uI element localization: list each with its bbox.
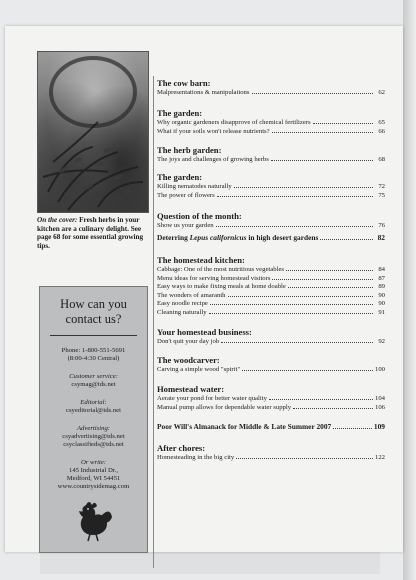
toc-entry[interactable]	[157, 221, 385, 230]
column-divider	[153, 76, 154, 568]
section-title: The cow barn:	[157, 78, 211, 88]
toc-entry[interactable]	[157, 191, 385, 200]
toc-entry[interactable]	[157, 365, 385, 374]
entry-title: The wonders of amaranth	[157, 291, 226, 299]
entry-title: Carving a simple wood "spirit"	[157, 366, 241, 373]
section-title: The herb garden:	[157, 145, 222, 155]
entry-title: Show us your garden	[157, 222, 214, 229]
cover-caption	[37, 216, 149, 250]
editorial-email: csyeditorial@tds.net	[65, 407, 121, 414]
toc-entry[interactable]	[157, 127, 385, 136]
caption-lead: On the cover:	[37, 216, 78, 224]
entry-title: Cleaning naturally	[157, 308, 207, 316]
entry-title: Poor Will's Almanack for Middle & Late Summer 2007	[157, 422, 332, 431]
entry-title: Why organic gardeners disapprove of chemical fertilizers	[157, 119, 311, 126]
classifieds-email: csyclassifieds@tds.net	[63, 441, 124, 448]
caption-body: Fresh herbs in your kitchen are a culinary delight. See page 68 for some essential growing tips.	[37, 216, 144, 250]
toc-entry[interactable]	[157, 403, 385, 412]
address-line2: Medford, WI 54451	[66, 475, 121, 482]
toc-entry[interactable]	[157, 182, 385, 191]
entry-page: 72	[378, 183, 385, 190]
page-edge	[403, 0, 416, 580]
contact-title-line1: How can you	[60, 297, 127, 311]
toc-section	[157, 443, 385, 462]
toc-entry[interactable]	[157, 422, 385, 431]
entry-page: 91	[378, 308, 385, 316]
toc-section	[157, 145, 385, 164]
entry-page: 109	[373, 422, 385, 431]
editorial-label: Editorial:	[80, 399, 107, 406]
entry-title: Cabbage: One of the most nutritious vegetables	[157, 266, 285, 273]
contact-title	[40, 297, 147, 327]
entry-title: Malpresentations & manipulations	[157, 89, 250, 96]
toc-section	[157, 422, 385, 431]
section-title: After chores:	[157, 443, 206, 453]
toc-entry[interactable]	[157, 394, 385, 403]
entry-page: 82	[377, 233, 385, 242]
toc-entry[interactable]	[157, 282, 385, 291]
entry-title: The power of flowers	[157, 191, 215, 199]
toc-section	[157, 78, 385, 97]
entry-title: Menu ideas for serving homestead visitors	[157, 274, 271, 282]
entry-page: 92	[378, 338, 385, 345]
toc-entry[interactable]	[157, 233, 385, 242]
section-title: Question of the month:	[157, 211, 242, 221]
entry-page: 87	[378, 274, 385, 282]
toc-section	[157, 108, 385, 135]
section-title: Your homestead business:	[157, 327, 252, 337]
address-line1: 145 Industrial Dr.,	[68, 467, 119, 474]
toc-section	[157, 255, 385, 317]
toc-entry[interactable]	[157, 274, 385, 283]
rooster-logo-icon	[74, 497, 114, 543]
contact-divider	[50, 335, 137, 336]
contact-title-line2: contact us?	[65, 312, 122, 326]
entry-page: 89	[378, 283, 385, 291]
entry-title: Aerate your pond for better water quality	[157, 395, 267, 402]
service-email: csymag@tds.net	[71, 381, 116, 388]
section-title: Homestead water:	[157, 384, 225, 394]
next-page-strip	[40, 552, 380, 574]
toc-section	[157, 211, 385, 230]
entry-page: 106	[374, 403, 385, 411]
entry-title: Manual pump allows for dependable water supply	[157, 403, 292, 411]
website: www.countrysidemag.com	[57, 483, 130, 490]
contact-phone: Phone: 1-800-551-5691	[61, 347, 126, 354]
toc-section	[157, 172, 385, 199]
entry-page: 90	[378, 291, 385, 299]
entry-page: 66	[378, 127, 385, 135]
toc-entry[interactable]	[157, 155, 385, 164]
section-title: The garden:	[157, 172, 203, 182]
toc-entry[interactable]	[157, 88, 385, 97]
toc-entry[interactable]	[157, 291, 385, 300]
toc-section	[157, 384, 385, 411]
toc-entry[interactable]	[157, 299, 385, 308]
entry-title: Easy noodle recipe	[157, 300, 208, 308]
entry-title: Deterring Lepus californicus in high desert gardens	[157, 233, 319, 242]
section-title: The homestead kitchen:	[157, 255, 245, 265]
entry-title: Homesteading in the big city	[157, 454, 235, 461]
section-title: The woodcarver:	[157, 355, 220, 365]
advertising-email: csyadvertising@tds.net	[62, 433, 125, 440]
advertising-label: Advertising:	[76, 425, 111, 432]
toc-section	[157, 355, 385, 374]
cover-photo	[37, 51, 149, 213]
entry-page: 90	[378, 300, 385, 308]
entry-title: Don't quit your day job	[157, 338, 220, 345]
entry-page: 68	[378, 156, 385, 163]
toc-entry[interactable]	[157, 118, 385, 127]
entry-title: What if your soils won't release nutrients?	[157, 127, 270, 135]
entry-page: 84	[378, 266, 385, 273]
entry-page: 62	[378, 89, 385, 96]
contact-hours: (8:00-4:30 Central)	[67, 355, 120, 362]
entry-page: 65	[378, 119, 385, 126]
magazine-page	[5, 26, 403, 552]
contact-box	[39, 286, 148, 553]
entry-page: 75	[378, 191, 385, 199]
write-label: Or write:	[80, 459, 107, 466]
entry-page: 122	[374, 454, 385, 461]
toc-entry[interactable]	[157, 308, 385, 317]
entry-title: Easy ways to make fixing meals at home doable	[157, 283, 286, 291]
entry-title: The joys and challenges of growing herbs	[157, 156, 269, 163]
toc-section	[157, 233, 385, 242]
entry-page: 104	[374, 395, 385, 402]
toc-section	[157, 327, 385, 346]
toc-entry[interactable]	[157, 453, 385, 462]
entry-title: Killing nematodes naturally	[157, 183, 232, 190]
toc-entry[interactable]	[157, 265, 385, 274]
entry-page: 76	[378, 222, 385, 229]
service-label: Customer service:	[69, 373, 118, 380]
section-title: The garden:	[157, 108, 203, 118]
herbs-image-icon	[38, 52, 148, 212]
toc-entry[interactable]	[157, 337, 385, 346]
entry-page: 100	[374, 366, 385, 373]
